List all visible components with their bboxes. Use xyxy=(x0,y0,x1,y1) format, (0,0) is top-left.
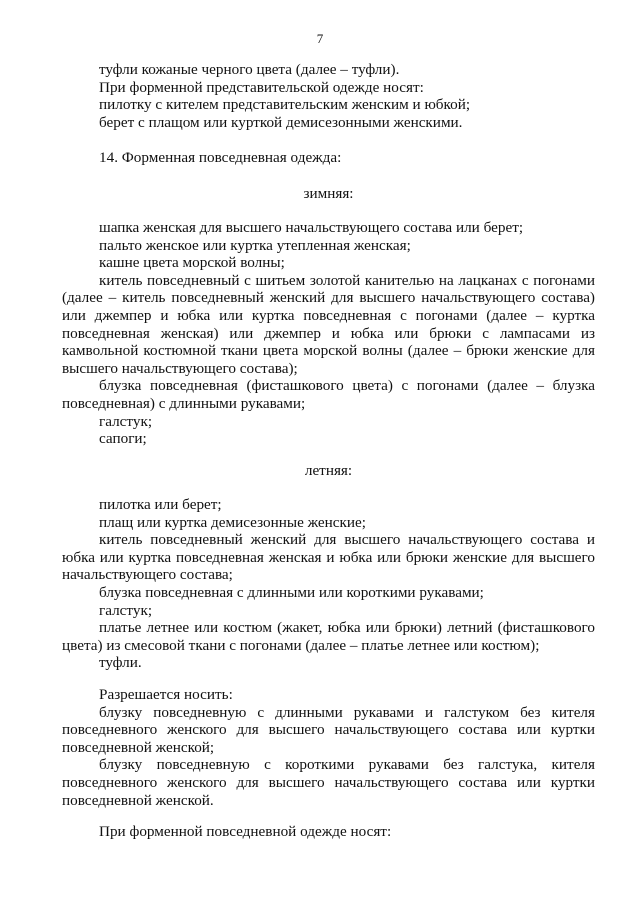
list-item: платье летнее или костюм (жакет, юбка или брюки) летний (фисташкового цвета) из смесовой ткани с погонами (далее – платье летнее или костюм); xyxy=(62,619,595,654)
list-item: пилотка или берет; xyxy=(99,496,222,513)
list-item: китель повседневный женский для высшего начальствующего состава и юбка или куртка повседневная женская и юбка или брюки женские для высшего начальствующего состава; xyxy=(62,531,595,584)
list-item: сапоги; xyxy=(99,430,147,448)
winter-list xyxy=(62,219,595,448)
list-item: туфли. xyxy=(99,654,142,672)
text-line: пилотку с кителем представительским женским и юбкой; xyxy=(99,96,471,114)
text-line: туфли кожаные черного цвета (далее – туфли). xyxy=(99,61,400,78)
list-item: кашне цвета морской волны; xyxy=(99,254,285,272)
list-item: пальто женское или куртка утепленная женская; xyxy=(99,236,411,254)
footer-block xyxy=(62,823,595,841)
text-line: берет с плащом или курткой демисезонными женскими. xyxy=(99,113,463,131)
section-heading-block xyxy=(62,149,595,167)
page-number: 7 xyxy=(316,31,324,46)
list-item: галстук; xyxy=(99,412,153,430)
footer-line: При форменной повседневной одежде носят: xyxy=(99,823,392,840)
list-item: шапка женская для высшего начальствующего состава или берет; xyxy=(99,219,524,236)
list-item: блузку повседневную с длинными рукавами и галстуком без кителя повседневного женского для высшего начальствующего состава или куртки повседневной женской; xyxy=(62,703,595,756)
summer-heading-block xyxy=(62,462,595,480)
list-item: плащ или куртка демисезонные женские; xyxy=(99,513,366,531)
allowed-heading: Разрешается носить: xyxy=(99,686,233,703)
list-item: галстук; xyxy=(99,601,153,619)
allowed-section xyxy=(62,686,595,809)
text-line: При форменной представительской одежде носят: xyxy=(99,78,424,96)
summer-list xyxy=(62,496,595,672)
list-item: китель повседневный с шитьем золотой канителью на лацканах с погонами (далее – китель повседневный женский для высшего начальствующего состава) или джемпер и юбка или куртка повседневная с погонами (далее – куртка повседневная женская) или джемпер и юбка или брюки с лампасами из камвольной костюмной ткани цвета морской волны (далее – брюки женские для высшего начальствующего состава); xyxy=(62,271,595,377)
list-item: блузка повседневная с длинными или короткими рукавами; xyxy=(99,583,484,601)
top-section xyxy=(62,61,595,131)
list-item: блузку повседневную с короткими рукавами без галстука, кителя повседневного женского для высшего начальствующего состава или куртки повседневной женской. xyxy=(62,756,595,809)
section-heading: 14. Форменная повседневная одежда: xyxy=(99,149,342,166)
winter-heading-block xyxy=(62,185,595,203)
winter-heading: зимняя: xyxy=(303,185,354,202)
summer-heading: летняя: xyxy=(304,462,353,479)
list-item: блузка повседневная (фисташкового цвета) с погонами (далее – блузка повседневная) с длинными рукавами; xyxy=(62,377,595,412)
